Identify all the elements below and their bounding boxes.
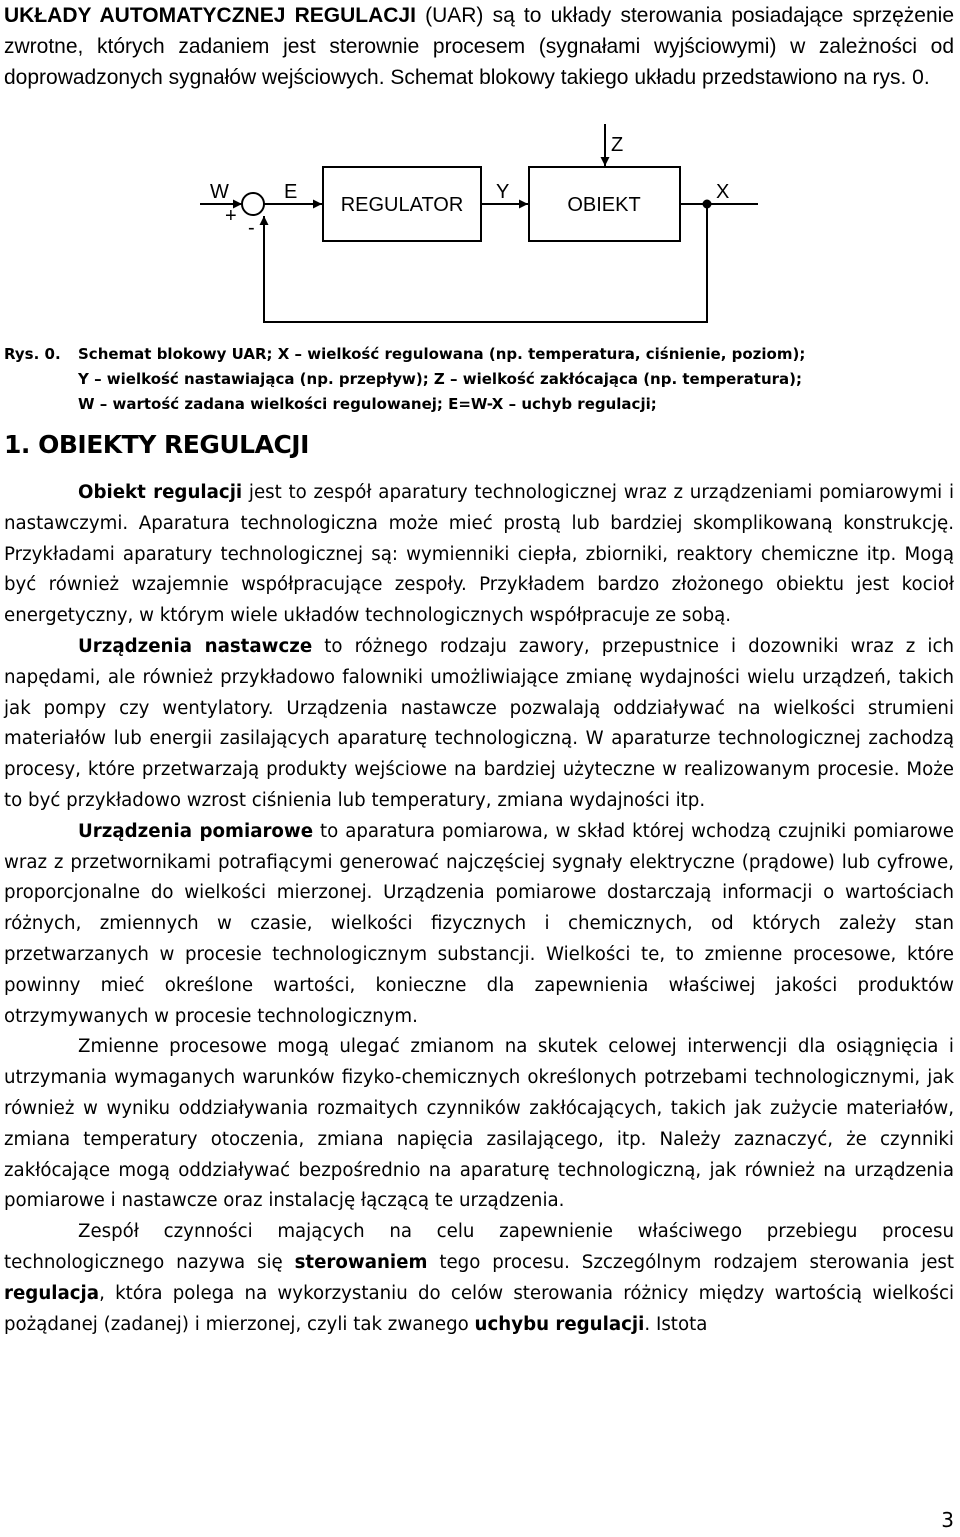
paragraph-5-text-b: tego procesu. Szczególnym rodzajem sterowania jest	[427, 1251, 954, 1273]
body-text	[4, 478, 954, 1340]
paragraph-3	[4, 817, 954, 1033]
paragraph-4-text: Zmienne procesowe mogą ulegać zmianom na skutek celowej interwencji dla osiągnięcia i utrzymania wymaganych warunków fizyko-chemicznych określonych potrzebami technologicznymi, jak również w wyniku oddziaływania rozmaitych czynników zakłócających, takich jak zużycie materiałów, zmiana temperatury otoczenia, zmiana napięcia zasilającego, itp. Należy zaznaczyć, że czynniki zakłócające mogą oddziaływać bezpośrednio na aparaturę technologiczną, jak również na urządzenia pomiarowe i nastawcze oraz instalację łączącą te urządzenia.	[4, 1036, 954, 1212]
label-e: E	[284, 181, 298, 203]
caption-line-3: W – wartość zadana wielkości regulowanej; E=W-X – uchyb regulacji;	[78, 395, 657, 413]
caption-line-1: Schemat blokowy UAR; X – wielkość regulowana (np. temperatura, ciśnienie, poziom);	[78, 345, 806, 363]
term-sterowanie: sterowaniem	[294, 1251, 428, 1273]
paragraph-2-text: to różnego rodzaju zawory, przepustnice i dozowniki wraz z ich napędami, ale również przykładowo falowniki umożliwiające zmianę wydajności wielu urządzeń, takich jak pompy czy wentylatory. Urządzenia nastawcze pozwalają oddziaływać na wielkości strumieni materiałów lub energii zasilających aparaturę technologiczną. W aparaturze technologicznej zachodzą procesy, które przetwarzają produkty wejściowe na bardziej użyteczne w realizowanym procesie. Może to być przykładowo wzrost ciśnienia lub temperatury, zmiana wydajności itp.	[4, 635, 954, 811]
label-z: Z	[611, 134, 624, 156]
intro-term: UKŁADY AUTOMATYCZNEJ REGULACJI	[4, 4, 416, 27]
caption-line-2: Y – wielkość nastawiająca (np. przepływ); Z – wielkość zakłócająca (np. temperatura);	[78, 370, 803, 388]
object-label: OBIEKT	[567, 194, 641, 216]
label-y: Y	[496, 181, 510, 203]
paragraph-5-text-c: , która polega na wykorzystaniu do celów sterowania różnicy między wartością wielkości pożądanej (zadanej) i mierzonej, czyli tak zwanego	[4, 1282, 954, 1335]
term-regulacja: regulacja	[4, 1282, 100, 1304]
term-urzadzenia-pomiarowe: Urządzenia pomiarowe	[78, 820, 314, 842]
paragraph-1	[4, 478, 954, 632]
paragraph-3-text: to aparatura pomiarowa, w skład której wchodzą czujniki pomiarowe wraz z przetwornikami potrafiącymi generować najczęściej sygnały elektryczne (prądowe) lub cyfrowe, proporcjonalne do wielkości mierzonej. Urządzenia pomiarowe dostarczają informacji o wartościach różnych, zmiennych w czasie, wielkości fizycznych i chemicznych, od których zależy stan przetwarzanych w procesie technologicznym substancji. Wielkości te, to zmienne procesowe, które powinny mieć określone wartości, konieczne dla zapewnienia właściwej jakości produktów otrzymywanych w procesie technologicznym.	[4, 820, 955, 1027]
regulator-label: REGULATOR	[340, 194, 464, 216]
summing-junction	[242, 193, 264, 215]
intro-paragraph	[4, 0, 954, 93]
page-number: 3	[941, 1508, 954, 1532]
block-diagram	[0, 120, 960, 330]
paragraph-1-text: jest to zespół aparatury technologicznej wraz z urządzeniami pomiarowymi i nastawczymi. Aparatura technologiczna może mieć prostą lub bardziej skomplikowaną konstrukcję. Przykładami aparatury technologicznej są: wymienniki ciepła, zbiorniki, reaktory chemiczne itp. Mogą być również wzajemnie współpracujące zespoły. Przykładem bardzo złożonego obiektu jest kocioł energetyczny, w którym wiele układów technologicznych współpracuje ze sobą.	[4, 482, 955, 627]
paragraph-5-text-d: . Istota	[644, 1313, 708, 1335]
paragraph-5-text-a: Zespół czynności mających na celu zapewnienie właściwego przebiegu procesu technologicznego nazywa się	[4, 1221, 954, 1273]
intro-text: (UAR) są to układy sterowania posiadające sprzężenie zwrotne, których zadaniem jest sterownie procesem (sygnałami wyjściowymi) w zależności od doprowadzonych sygnałów wejściowych. Schemat blokowy takiego układu przedstawiono na rys. 0.	[4, 4, 954, 89]
paragraph-5	[4, 1217, 954, 1340]
section-title: 1. OBIEKTY REGULACJI	[4, 430, 309, 459]
term-uchyb-regulacji: uchybu regulacji	[474, 1313, 645, 1335]
paragraph-2	[4, 632, 954, 817]
term-urzadzenia-nastawcze: Urządzenia nastawcze	[78, 635, 313, 657]
label-x: X	[716, 181, 730, 203]
label-plus: +	[225, 205, 237, 227]
term-obiekt-regulacji: Obiekt regulacji	[78, 482, 243, 503]
label-minus: -	[248, 217, 255, 239]
figure-caption	[4, 342, 954, 417]
caption-label: Rys. 0.	[4, 345, 61, 363]
paragraph-4	[4, 1032, 954, 1217]
label-w: W	[210, 181, 229, 203]
